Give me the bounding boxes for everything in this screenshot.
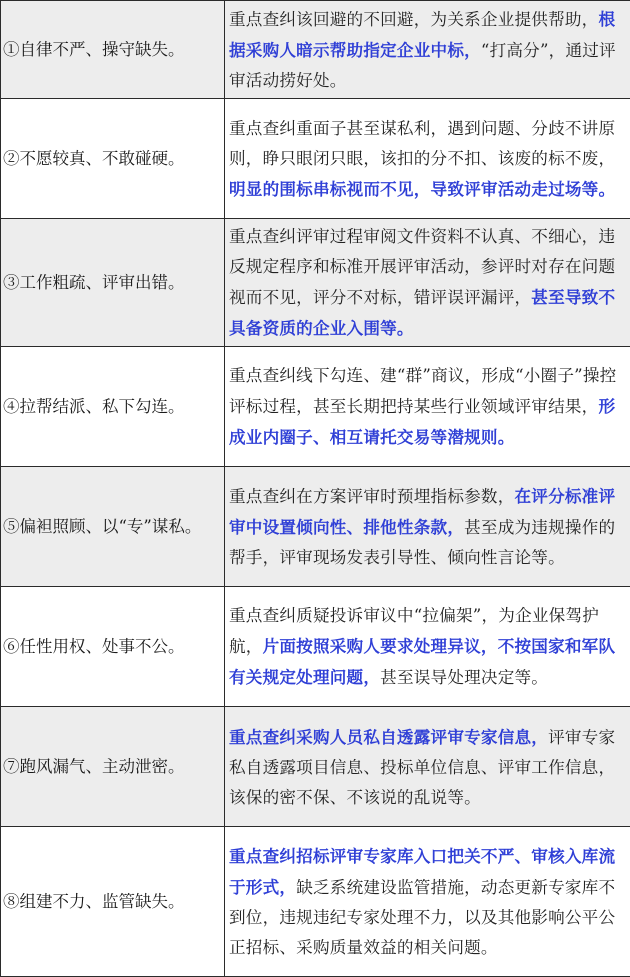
- issue-description: [225, 827, 630, 977]
- issue-title: ⑥任性用权、处事不公。: [1, 587, 225, 707]
- table-row: [1, 347, 630, 467]
- desc-highlight: 片面按照采购人要求处理异议，不按国家和军队有关规定处理问题，: [229, 636, 615, 687]
- desc-text: 甚至误导处理决定等。: [380, 668, 548, 687]
- desc-text: 甚至成为违规操作的帮手，评审现场发表引导性、倾向性言论等。: [229, 518, 615, 567]
- desc-highlight: 根据采购人暗示帮助指定企业中标，: [229, 9, 615, 60]
- issue-description: [225, 99, 630, 219]
- issue-description: [225, 467, 630, 587]
- desc-text: 重点查纠评审过程审阅文件资料不认真、不细心，违反规定程序和标准开展评审活动，参评时对存在问题视而不见，评分不对标，错评误评漏评，: [229, 227, 615, 307]
- table-row: [1, 587, 630, 707]
- issue-title: ⑧组建不力、监管缺失。: [1, 827, 225, 977]
- desc-text: 缺乏系统建设监管措施，动态更新专家库不到位，违规违纪专家处理不力，以及其他影响公平公正招标、采购质量效益的相关问题。: [229, 878, 615, 957]
- table-row: [1, 219, 630, 347]
- table-row: [1, 99, 630, 219]
- issue-title: ④拉帮结派、私下勾连。: [1, 347, 225, 467]
- desc-highlight: 重点查纠采购人员私自透露评审专家信息，: [229, 727, 548, 747]
- table-row: [1, 1, 630, 99]
- desc-text: 重点查纠线下勾连、建“群”商议，形成“小圈子”操控评标过程，甚至长期把持某些行业领域评审结果，: [229, 366, 616, 416]
- issue-title: ②不愿较真、不敢碰硬。: [1, 99, 225, 219]
- desc-text: 重点查纠该回避的不回避，为关系企业提供帮助，: [229, 10, 598, 29]
- issue-title: ③工作粗疏、评审出错。: [1, 219, 225, 347]
- desc-highlight: 在评分标准评审中设置倾向性、排他性条款，: [229, 486, 615, 537]
- issue-description: [225, 347, 630, 467]
- desc-text: 重点查纠在方案评审时预埋指标参数，: [229, 487, 515, 506]
- issue-description: [225, 219, 630, 347]
- issue-description: [225, 587, 630, 707]
- table-row: [1, 467, 630, 587]
- issue-title: ①自律不严、操守缺失。: [1, 1, 225, 99]
- desc-text: 重点查纠质疑投诉审议中“拉偏架”，为企业保驾护航，: [229, 606, 599, 656]
- table-row: [1, 827, 630, 977]
- table-row: [1, 707, 630, 827]
- desc-highlight: 形成业内圈子、相互请托交易等潜规则。: [229, 396, 615, 447]
- issue-description: [225, 707, 630, 827]
- desc-text: 评审专家私自透露项目信息、投标单位信息、评审工作信息，该保的密不保、不该说的乱说等。: [229, 728, 615, 807]
- issue-title: ⑤偏袒照顾、以“专”谋私。: [1, 467, 225, 587]
- desc-highlight: 重点查纠招标评审专家库入口把关不严、审核入库流于形式，: [229, 846, 615, 897]
- desc-text: “打高分”，通过评审活动捞好处。: [229, 41, 616, 90]
- desc-text: 重点查纠重面子甚至谋私利，遇到问题、分歧不讲原则，睁只眼闭只眼，该扣的分不扣、该废的标不废，: [229, 119, 615, 168]
- desc-highlight: 明显的围标串标视而不见，导致评审活动走过场等。: [229, 179, 615, 199]
- desc-highlight: 甚至导致不具备资质的企业入围等。: [229, 287, 615, 338]
- issue-description: [225, 1, 630, 99]
- issue-title: ⑦跑风漏气、主动泄密。: [1, 707, 225, 827]
